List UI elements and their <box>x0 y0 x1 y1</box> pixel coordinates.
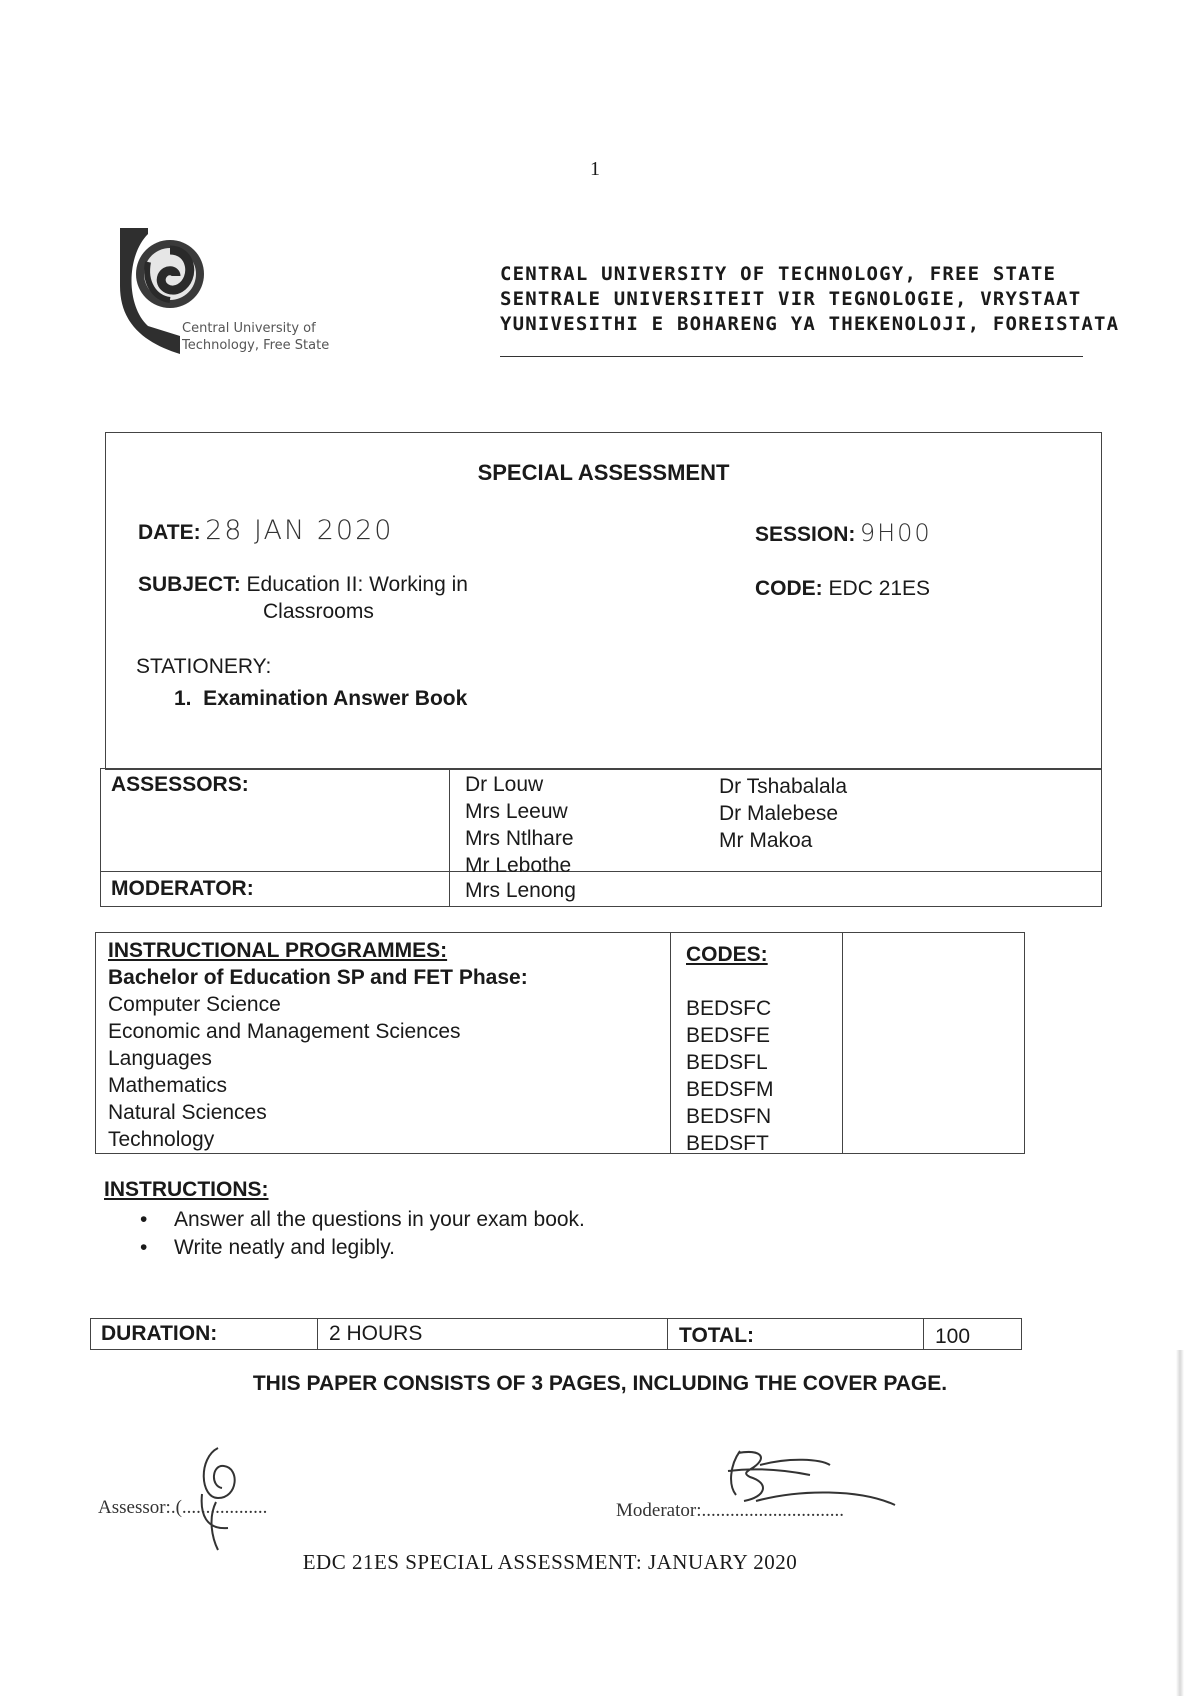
instructions-list <box>140 1206 585 1262</box>
assessor-name: Dr Tshabalala <box>719 775 848 798</box>
assessor-name: Dr Malebese <box>719 802 839 825</box>
stationery-label: STATIONERY: <box>136 655 272 678</box>
subject-value-line2: Classrooms <box>263 600 374 623</box>
instruction-text: Write neatly and legibly. <box>174 1236 396 1259</box>
moderator-name: Mrs Lenong <box>465 879 576 902</box>
logo-caption-line1: Central University of <box>182 321 316 336</box>
moderator-signature-icon <box>720 1445 910 1525</box>
code-value: EDC 21ES <box>828 577 931 600</box>
bullet-icon: • <box>140 1208 148 1231</box>
session-row <box>755 519 932 547</box>
university-name-block <box>500 262 1119 337</box>
university-name-english: CENTRAL UNIVERSITY OF TECHNOLOGY, FREE STATE <box>500 263 1057 285</box>
subject-row <box>138 571 468 625</box>
university-name-sesotho: YUNIVESITHI E BOHARENG YA THEKENOLOJI, FOREISTATA <box>500 313 1120 335</box>
assessor-name: Mrs Leeuw <box>465 800 568 823</box>
programmes-subheader: Bachelor of Education SP and FET Phase: <box>108 966 528 989</box>
header-divider <box>500 356 1083 357</box>
programme-name: Languages <box>108 1047 212 1070</box>
assessor-name: Mrs Ntlhare <box>465 827 574 850</box>
programme-code: BEDSFE <box>686 1024 771 1047</box>
assessors-column-1 <box>465 771 574 879</box>
total-label: TOTAL: <box>679 1324 755 1347</box>
logo-caption-line2: Technology, Free State <box>182 338 330 353</box>
stationery-item: 1. Examination Answer Book <box>174 687 468 710</box>
assessment-details-box <box>105 432 1102 770</box>
programme-name: Computer Science <box>108 993 281 1016</box>
page-number: 1 <box>590 158 600 180</box>
staff-divider-vertical <box>449 769 450 906</box>
programmes-divider-2 <box>842 933 843 1153</box>
footer-text: EDC 21ES SPECIAL ASSESSMENT: JANUARY 2020 <box>302 1550 798 1574</box>
assessment-title: SPECIAL ASSESSMENT <box>477 460 730 485</box>
programme-name: Economic and Management Sciences <box>108 1020 461 1043</box>
bullet-icon: • <box>140 1236 148 1259</box>
assessor-signature-line: Assessor:.(.................. <box>98 1497 268 1518</box>
programmes-divider-1 <box>670 933 671 1153</box>
instructions-header: INSTRUCTIONS: <box>104 1178 269 1201</box>
duration-divider <box>317 1319 318 1349</box>
university-name-afrikaans: SENTRALE UNIVERSITEIT VIR TEGNOLOGIE, VRYSTAAT <box>500 288 1082 310</box>
programmes-header: INSTRUCTIONAL PROGRAMMES: <box>108 939 448 962</box>
scan-edge-shadow <box>1176 1350 1184 1696</box>
code-row <box>755 575 930 602</box>
instruction-item <box>140 1234 585 1262</box>
instruction-item <box>140 1206 585 1234</box>
programme-code: BEDSFT <box>686 1132 769 1155</box>
programme-name: Mathematics <box>108 1074 228 1097</box>
assessors-label: ASSESSORS: <box>111 773 249 796</box>
programme-name: Technology <box>108 1128 215 1151</box>
date-label: DATE: <box>138 521 201 544</box>
pages-note: THIS PAPER CONSISTS OF 3 PAGES, INCLUDING THE COVER PAGE. <box>252 1372 948 1395</box>
programme-code: BEDSFL <box>686 1051 768 1074</box>
session-label: SESSION: <box>755 523 856 546</box>
duration-total-bar <box>90 1318 1022 1350</box>
assessor-signature-icon <box>188 1438 268 1558</box>
logo-caption <box>182 320 329 354</box>
date-handwritten: 28 JAN 2020 <box>205 515 394 546</box>
duration-label: DURATION: <box>101 1322 218 1345</box>
programmes-box <box>95 932 1025 1154</box>
staff-box <box>100 768 1102 907</box>
programme-code: BEDSFM <box>686 1078 774 1101</box>
programme-code: BEDSFN <box>686 1105 772 1128</box>
staff-divider-horizontal <box>101 871 1101 872</box>
code-label: CODE: <box>755 577 823 600</box>
moderator-signature-line: Moderator:.............................. <box>616 1500 844 1521</box>
total-divider <box>667 1319 668 1349</box>
duration-value: 2 HOURS <box>329 1322 423 1345</box>
date-row <box>138 515 393 546</box>
moderator-label: MODERATOR: <box>111 877 254 900</box>
codes-header: CODES: <box>686 943 768 966</box>
assessor-name: Mr Lebothe <box>465 854 572 877</box>
instruction-text: Answer all the questions in your exam book. <box>174 1208 585 1231</box>
assessor-name: Mr Makoa <box>719 829 813 852</box>
subject-label: SUBJECT: <box>138 573 241 596</box>
total-value: 100 <box>935 1325 971 1348</box>
assessor-name: Dr Louw <box>465 773 544 796</box>
programme-name: Natural Sciences <box>108 1101 267 1124</box>
session-handwritten: 9H00 <box>859 519 932 547</box>
assessors-column-2 <box>719 773 847 854</box>
subject-value-line1: Education II: Working in <box>246 573 468 596</box>
programmes-list <box>108 937 528 1153</box>
programme-code: BEDSFC <box>686 997 772 1020</box>
total-value-divider <box>923 1319 924 1349</box>
programme-codes-list <box>686 941 774 1157</box>
